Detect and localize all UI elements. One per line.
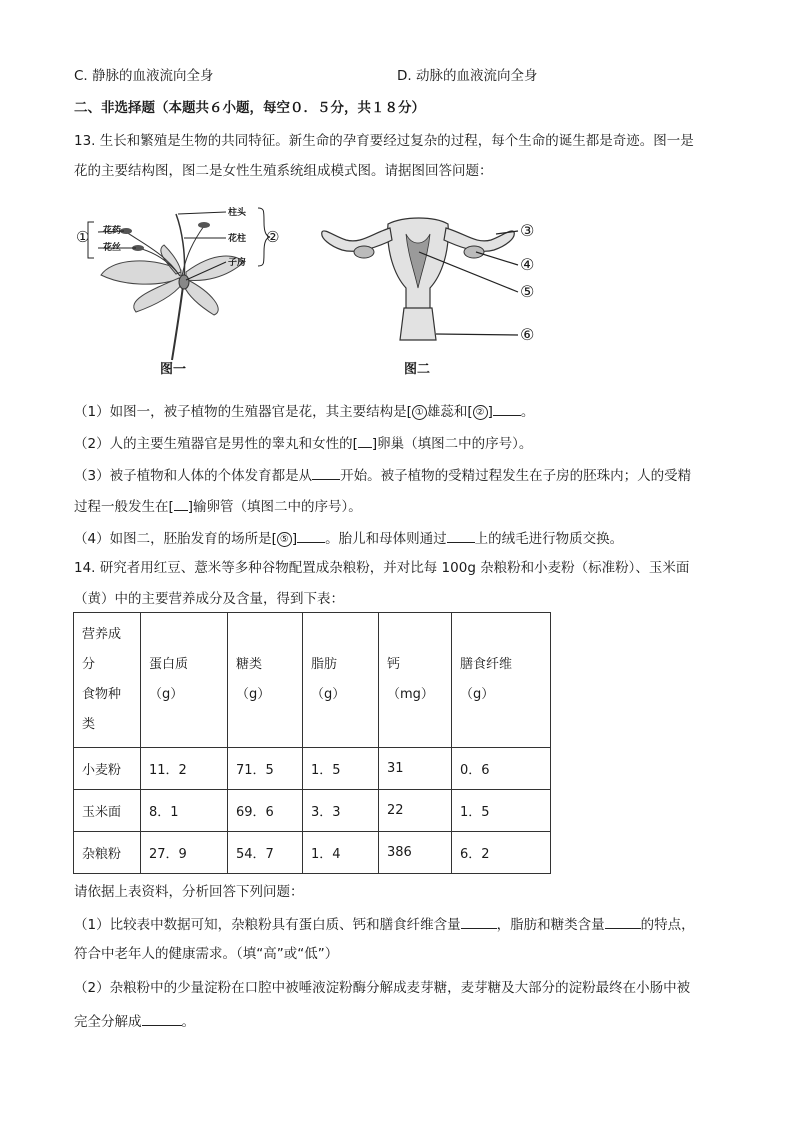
header-fat: 脂肪 （g） [303, 613, 379, 748]
table-cell: 11．2 [141, 748, 228, 790]
q13-sub1: （1）如图一，被子植物的生殖器官是花，其主要结构是[ ① 雄蕊和[ ② ] 。 [74, 401, 534, 421]
circled-1: ① [412, 405, 427, 420]
q13-sub3-line1: （3）被子植物和人体的个体发育都是从 开始。被子植物的受精过程发生在子房的胚珠内；人的受精 [74, 465, 691, 485]
table-cell: 71．5 [228, 748, 303, 790]
header-protein: 蛋白质 （g） [141, 613, 228, 748]
fig1-label-1: ① [76, 228, 90, 246]
circled-2: ② [473, 405, 488, 420]
option-d: D. 动脉的血液流向全身 [397, 68, 538, 84]
q14-sub2-line1: （2）杂粮粉中的少量淀粉在口腔中被唾液淀粉酶分解成麦芽糖，麦芽糖及大部分的淀粉最终在小肠中被 [74, 980, 691, 996]
table-cell: 1．5 [303, 748, 379, 790]
q13-sub2: （2）人的主要生殖器官是男性的睾丸和女性的[ ]卵巢（填图二中的序号）。 [74, 433, 532, 453]
answer-blank[interactable] [447, 528, 475, 543]
figure-one [76, 200, 291, 380]
fig2-label-6: ⑥ [520, 325, 535, 344]
fig1-caption: 图一 [160, 362, 187, 377]
answer-blank[interactable] [142, 1011, 182, 1026]
table-cell: 1．4 [303, 832, 379, 874]
table-cell: 0．6 [452, 748, 551, 790]
fig2-caption: 图二 [404, 362, 431, 377]
table-cell: 22 [379, 790, 452, 832]
reproductive-system-diagram [316, 210, 546, 380]
figure-two [316, 210, 546, 380]
table-cell: 6．2 [452, 832, 551, 874]
q13-sub3-line2: 过程一般发生在[ ]输卵管（填图二中的序号）。 [74, 496, 362, 516]
food-name: 小麦粉 [74, 748, 141, 790]
label-style: 花柱 [228, 234, 247, 244]
q13-intro-line2: 花的主要结构图，图二是女性生殖系统组成模式图。请据图回答问题： [74, 163, 493, 179]
fig2-label-4: ④ [520, 255, 535, 274]
answer-blank[interactable] [605, 914, 641, 929]
answer-blank[interactable] [312, 465, 340, 480]
table-cell: 27．9 [141, 832, 228, 874]
label-anther: 花药 [103, 226, 122, 236]
label-ovary: 子房 [228, 258, 247, 268]
answer-blank[interactable] [358, 433, 372, 448]
circled-5: ⑤ [277, 532, 292, 547]
header-fiber: 膳食纤维 （g） [452, 613, 551, 748]
table-row [74, 832, 551, 874]
table-cell: 69．6 [228, 790, 303, 832]
fig2-label-5: ⑤ [520, 282, 535, 301]
label-filament: 花丝 [103, 243, 122, 253]
section-title: 二、非选择题（本题共６小题，每空０．５分，共１８分） [74, 100, 425, 116]
nutrition-table [73, 612, 551, 874]
header-carbs: 糖类 （g） [228, 613, 303, 748]
table-cell: 1．5 [452, 790, 551, 832]
q13-sub4: （4）如图二，胚胎发育的场所是[ ⑤ ] 。胎儿和母体则通过 上的绒毛进行物质交换。 [74, 528, 623, 548]
header-calcium: 钙 （mg） [379, 613, 452, 748]
answer-blank[interactable] [174, 496, 188, 511]
table-cell: 54．7 [228, 832, 303, 874]
q14-intro-line2: （黄）中的主要营养成分及含量，得到下表： [74, 591, 344, 607]
q14-sub1-line1: （1）比较表中数据可知，杂粮粉具有蛋白质、钙和膳食纤维含量 ，脂肪和糖类含量 的特点， [74, 914, 695, 934]
table-corner-cell: 营养成 分 食物种 类 [74, 613, 141, 748]
table-row [74, 748, 551, 790]
answer-blank[interactable] [493, 401, 521, 416]
q13-intro-line1: 13. 生长和繁殖是生物的共同特征。新生命的孕育要经过复杂的过程，每个生命的诞生都是奇迹。图一是 [74, 133, 694, 149]
q14-sub2-line2: 完全分解成 。 [74, 1011, 195, 1031]
q14-sub1-line2: 符合中老年人的健康需求。（填“高”或“低”） [74, 946, 339, 962]
answer-blank[interactable] [297, 528, 325, 543]
table-cell: 3．3 [303, 790, 379, 832]
q14-instruction: 请依据上表资料，分析回答下列问题： [74, 884, 304, 900]
table-header-row [74, 613, 551, 748]
table-row [74, 790, 551, 832]
q14-intro-line1: 14. 研究者用红豆、薏米等多种谷物配置成杂粮粉，并对比每 100g 杂粮粉和小麦粉（标准粉）、玉米面 [74, 560, 690, 576]
food-name: 玉米面 [74, 790, 141, 832]
fig1-label-2: ② [266, 228, 280, 246]
food-name: 杂粮粉 [74, 832, 141, 874]
table-cell: 8．1 [141, 790, 228, 832]
option-c: C. 静脉的血液流向全身 [74, 68, 214, 84]
answer-blank[interactable] [461, 914, 497, 929]
label-stigma: 柱头 [228, 208, 247, 218]
fig2-label-3: ③ [520, 221, 535, 240]
table-cell: 31 [379, 748, 452, 790]
table-cell: 386 [379, 832, 452, 874]
